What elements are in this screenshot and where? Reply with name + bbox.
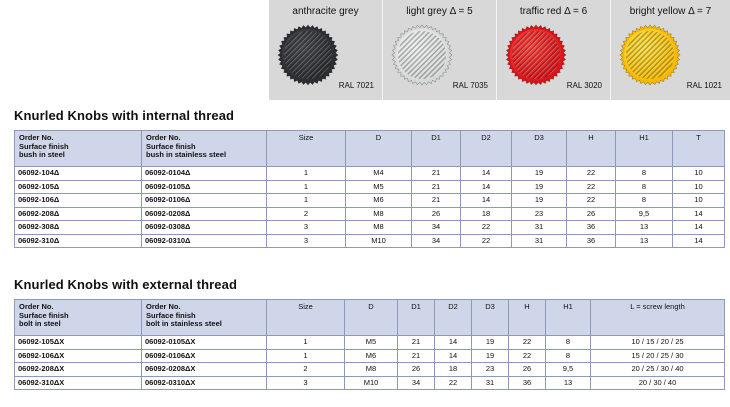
- spec-value-cell: 23: [512, 207, 567, 221]
- column-header: H1: [546, 300, 591, 336]
- spec-value-cell: 8: [616, 194, 673, 208]
- swatch-anthracite-grey: [269, 0, 383, 100]
- order-number-cell: 06092-0310ΔX: [142, 376, 267, 390]
- swatch-name: anthracite grey: [292, 6, 359, 17]
- section-title-external-thread: Knurled Knobs with external thread: [14, 277, 237, 292]
- spec-value-cell: 8: [546, 336, 591, 350]
- spec-value-cell: 26: [567, 207, 616, 221]
- column-header: D2: [435, 300, 472, 336]
- spec-value-cell: 13: [616, 221, 673, 235]
- spec-value-cell: 22: [567, 180, 616, 194]
- spec-value-cell: 1: [267, 336, 345, 350]
- spec-value-cell: 13: [546, 376, 591, 390]
- spec-value-cell: 10: [673, 167, 725, 181]
- spec-value-cell: 22: [567, 167, 616, 181]
- spec-value-cell: 22: [461, 234, 512, 248]
- spec-value-cell: 22: [567, 194, 616, 208]
- spec-value-cell: M10: [345, 376, 398, 390]
- order-number-cell: 06092-0308Δ: [142, 221, 267, 235]
- spec-value-cell: 14: [461, 194, 512, 208]
- spec-value-cell: 14: [435, 336, 472, 350]
- spec-value-cell: 21: [398, 336, 435, 350]
- order-number-cell: 06092-0106ΔX: [142, 349, 267, 363]
- spec-value-cell: 8: [546, 349, 591, 363]
- order-number-cell: 06092-106Δ: [15, 194, 142, 208]
- column-header: D: [346, 131, 412, 167]
- spec-value-cell: 14: [673, 207, 725, 221]
- knob-image: [277, 24, 339, 86]
- spec-value-cell: 20 / 25 / 30 / 40: [591, 363, 725, 377]
- column-header: H: [509, 300, 546, 336]
- swatch-ral-code: RAL 3020: [566, 81, 602, 90]
- order-number-cell: 06092-105ΔX: [15, 336, 142, 350]
- spec-value-cell: 26: [412, 207, 461, 221]
- knob-image: [391, 24, 453, 86]
- spec-value-cell: 21: [412, 167, 461, 181]
- spec-value-cell: 18: [461, 207, 512, 221]
- spec-value-cell: 19: [512, 194, 567, 208]
- order-number-cell: 06092-0105ΔX: [142, 336, 267, 350]
- spec-value-cell: 1: [267, 194, 346, 208]
- spec-value-cell: 22: [461, 221, 512, 235]
- spec-value-cell: M4: [346, 167, 412, 181]
- column-header: D3: [472, 300, 509, 336]
- table-row: [15, 336, 725, 350]
- table-row: [15, 349, 725, 363]
- swatch-name: bright yellow Δ = 7: [629, 6, 712, 17]
- column-header: H1: [616, 131, 673, 167]
- spec-value-cell: 34: [398, 376, 435, 390]
- table-header-row: [15, 300, 725, 336]
- spec-value-cell: 22: [435, 376, 472, 390]
- column-header: Size: [267, 300, 345, 336]
- spec-value-cell: 19: [472, 349, 509, 363]
- spec-value-cell: M6: [345, 349, 398, 363]
- column-header: T: [673, 131, 725, 167]
- column-header: D: [345, 300, 398, 336]
- spec-value-cell: 3: [267, 234, 346, 248]
- knob-image: [505, 24, 567, 86]
- spec-value-cell: 13: [616, 234, 673, 248]
- swatch-name: traffic red Δ = 6: [519, 6, 588, 17]
- column-header: Order No. Surface finish bush in steel: [15, 131, 142, 167]
- spec-value-cell: M6: [346, 194, 412, 208]
- column-header: L = screw length: [591, 300, 725, 336]
- order-number-cell: 06092-0310Δ: [142, 234, 267, 248]
- swatch-ral-code: RAL 1021: [686, 81, 722, 90]
- spec-value-cell: 22: [509, 336, 546, 350]
- column-header: D1: [398, 300, 435, 336]
- order-number-cell: 06092-0105Δ: [142, 180, 267, 194]
- spec-value-cell: 21: [398, 349, 435, 363]
- swatch-ral-code: RAL 7021: [338, 81, 374, 90]
- spec-value-cell: 14: [435, 349, 472, 363]
- order-number-cell: 06092-106ΔX: [15, 349, 142, 363]
- column-header: Size: [267, 131, 346, 167]
- spec-value-cell: 2: [267, 363, 345, 377]
- knob-image: [619, 24, 681, 86]
- table-row: [15, 363, 725, 377]
- spec-value-cell: 22: [509, 349, 546, 363]
- spec-value-cell: 1: [267, 180, 346, 194]
- swatch-ral-code: RAL 7035: [452, 81, 488, 90]
- order-number-cell: 06092-0208ΔX: [142, 363, 267, 377]
- spec-value-cell: M8: [346, 207, 412, 221]
- spec-value-cell: M5: [345, 336, 398, 350]
- spec-value-cell: 31: [512, 234, 567, 248]
- spec-value-cell: 9,5: [546, 363, 591, 377]
- spec-value-cell: 2: [267, 207, 346, 221]
- order-number-cell: 06092-308Δ: [15, 221, 142, 235]
- swatch-bright-yellow: [611, 0, 730, 100]
- spec-value-cell: 14: [461, 167, 512, 181]
- spec-value-cell: 14: [673, 221, 725, 235]
- order-number-cell: 06092-105Δ: [15, 180, 142, 194]
- spec-value-cell: 19: [512, 180, 567, 194]
- spec-value-cell: 19: [512, 167, 567, 181]
- spec-value-cell: 15 / 20 / 25 / 30: [591, 349, 725, 363]
- order-number-cell: 06092-208Δ: [15, 207, 142, 221]
- spec-value-cell: 14: [673, 234, 725, 248]
- column-header: D3: [512, 131, 567, 167]
- spec-value-cell: 14: [461, 180, 512, 194]
- spec-value-cell: 9,5: [616, 207, 673, 221]
- spec-value-cell: 34: [412, 234, 461, 248]
- color-swatch-panel: [269, 0, 730, 100]
- spec-value-cell: 23: [472, 363, 509, 377]
- spec-value-cell: 1: [267, 349, 345, 363]
- spec-value-cell: 36: [567, 234, 616, 248]
- spec-value-cell: 3: [267, 221, 346, 235]
- spec-value-cell: M8: [346, 221, 412, 235]
- spec-value-cell: 34: [412, 221, 461, 235]
- spec-value-cell: 10 / 15 / 20 / 25: [591, 336, 725, 350]
- table-row: [15, 221, 725, 235]
- spec-value-cell: 26: [398, 363, 435, 377]
- spec-value-cell: 8: [616, 180, 673, 194]
- order-number-cell: 06092-310ΔX: [15, 376, 142, 390]
- spec-value-cell: 3: [267, 376, 345, 390]
- spec-value-cell: 1: [267, 167, 346, 181]
- spec-value-cell: 21: [412, 180, 461, 194]
- spec-value-cell: 18: [435, 363, 472, 377]
- column-header: D2: [461, 131, 512, 167]
- table-row: [15, 234, 725, 248]
- spec-value-cell: 10: [673, 194, 725, 208]
- column-header: H: [567, 131, 616, 167]
- spec-value-cell: 31: [472, 376, 509, 390]
- order-number-cell: 06092-208ΔX: [15, 363, 142, 377]
- spec-value-cell: 10: [673, 180, 725, 194]
- spec-value-cell: 36: [509, 376, 546, 390]
- table-row: [15, 167, 725, 181]
- table-row: [15, 207, 725, 221]
- column-header: Order No. Surface finish bolt in stainless steel: [142, 300, 267, 336]
- column-header: Order No. Surface finish bolt in steel: [15, 300, 142, 336]
- table-row: [15, 194, 725, 208]
- spec-value-cell: 26: [509, 363, 546, 377]
- spec-value-cell: M10: [346, 234, 412, 248]
- spec-value-cell: 31: [512, 221, 567, 235]
- spec-value-cell: 36: [567, 221, 616, 235]
- section-title-internal-thread: Knurled Knobs with internal thread: [14, 108, 235, 123]
- order-number-cell: 06092-0208Δ: [142, 207, 267, 221]
- order-number-cell: 06092-310Δ: [15, 234, 142, 248]
- column-header: Order No. Surface finish bush in stainless steel: [142, 131, 267, 167]
- spec-value-cell: M5: [346, 180, 412, 194]
- spec-value-cell: 19: [472, 336, 509, 350]
- table-row: [15, 180, 725, 194]
- order-number-cell: 06092-104Δ: [15, 167, 142, 181]
- column-header: D1: [412, 131, 461, 167]
- order-number-cell: 06092-0104Δ: [142, 167, 267, 181]
- external-thread-table: [14, 299, 725, 390]
- swatch-traffic-red: [497, 0, 611, 100]
- order-number-cell: 06092-0106Δ: [142, 194, 267, 208]
- swatch-light-grey: [383, 0, 497, 100]
- table-row: [15, 376, 725, 390]
- spec-value-cell: 21: [412, 194, 461, 208]
- table-header-row: [15, 131, 725, 167]
- internal-thread-table: [14, 130, 725, 248]
- spec-value-cell: 8: [616, 167, 673, 181]
- spec-value-cell: M8: [345, 363, 398, 377]
- swatch-name: light grey Δ = 5: [406, 6, 473, 17]
- spec-value-cell: 20 / 30 / 40: [591, 376, 725, 390]
